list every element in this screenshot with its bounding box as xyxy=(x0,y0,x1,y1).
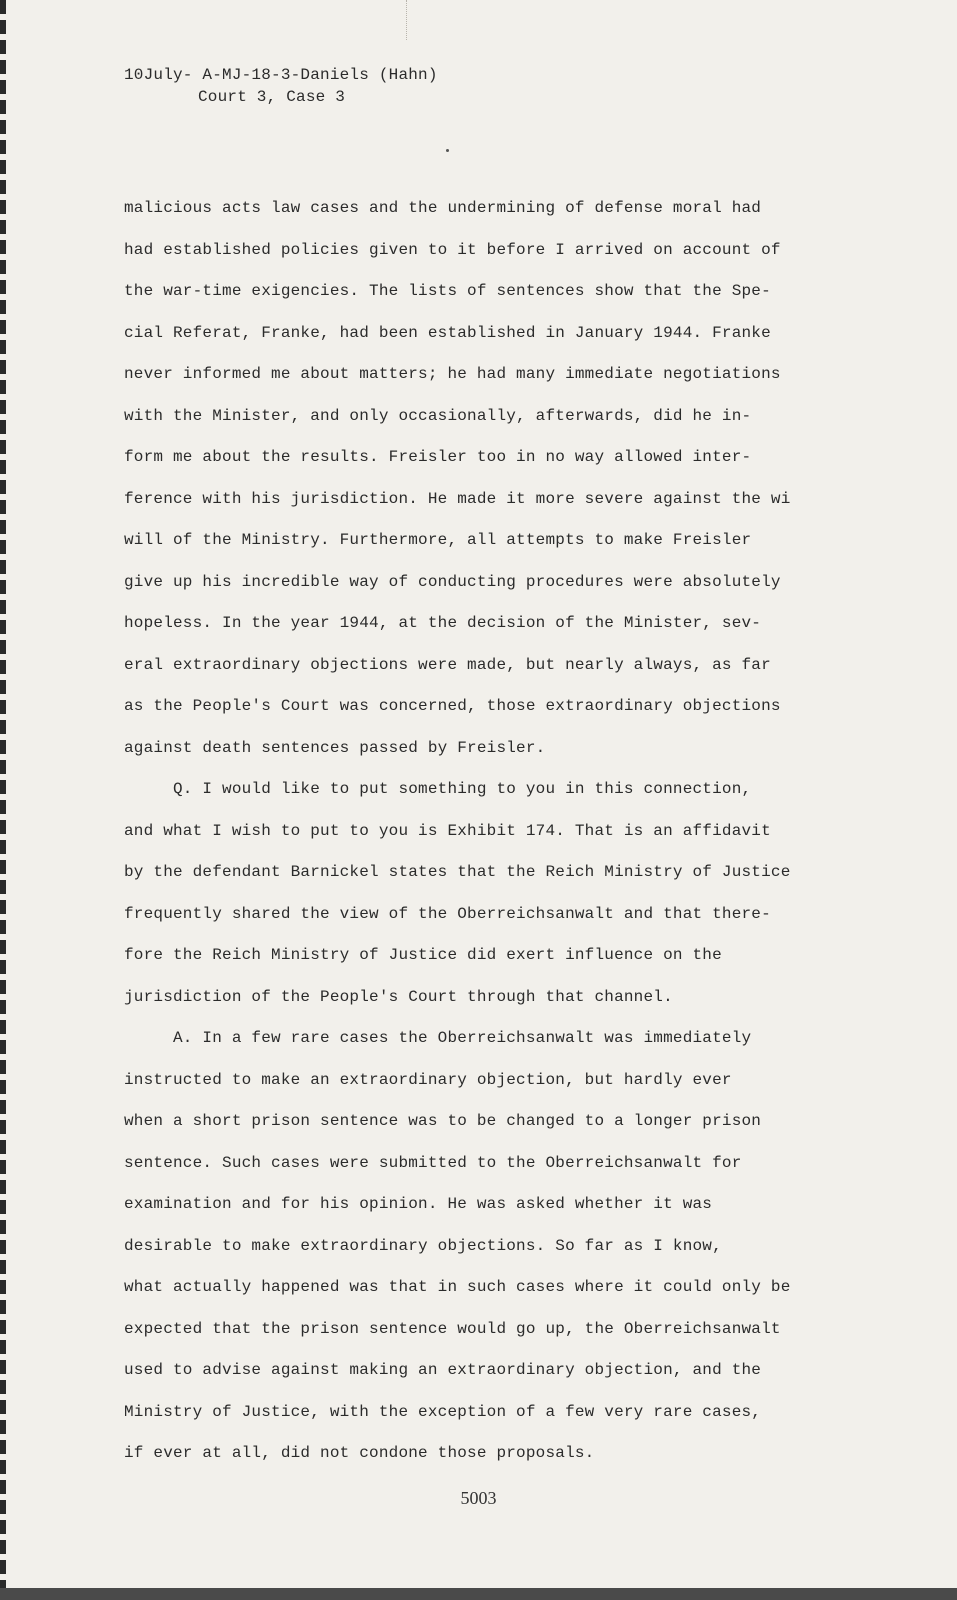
text-line: if ever at all, did not condone those proposals. xyxy=(124,1444,595,1462)
text-line: never informed me about matters; he had many immediate negotiations xyxy=(124,365,781,383)
film-edge xyxy=(0,0,6,1600)
text-line: and what I wish to put to you is Exhibit 174. That is an affidavit xyxy=(124,821,771,840)
text-line: by the defendant Barnickel states that the Reich Ministry of Justice xyxy=(124,863,791,881)
text-line: Ministry of Justice, with the exception of a few very rare cases, xyxy=(124,1402,762,1421)
question-line: Q. I would like to put something to you in this connection, xyxy=(124,780,752,798)
ink-dot xyxy=(446,149,449,152)
text-line: what actually happened was that in such cases where it could only be xyxy=(124,1278,791,1296)
text-line: eral extraordinary objections were made, but nearly always, as far xyxy=(124,655,771,674)
text-line: malicious acts law cases and the undermining of defense moral had xyxy=(124,199,762,217)
film-bottom-edge xyxy=(0,1588,957,1600)
text-line: instructed to make an extraordinary objection, but hardly ever xyxy=(124,1070,732,1089)
text-line: form me about the results. Freisler too in no way allowed inter- xyxy=(124,448,752,466)
text-line: will of the Ministry. Furthermore, all attempts to make Freisler xyxy=(124,531,752,549)
text-line: frequently shared the view of the Oberreichsanwalt and that there- xyxy=(124,904,771,923)
text-line: the war-time exigencies. The lists of sentences show that the Spe- xyxy=(124,282,771,300)
text-line: jurisdiction of the People's Court through that channel. xyxy=(124,987,673,1006)
text-line: as the People's Court was concerned, those extraordinary objections xyxy=(124,697,781,715)
header-reference: 10July- A-MJ-18-3-Daniels (Hahn) xyxy=(124,66,438,84)
text-line: hopeless. In the year 1944, at the decision of the Minister, sev- xyxy=(124,614,762,632)
text-line: cial Referat, Franke, had been established in January 1944. Franke xyxy=(124,323,771,342)
document-header xyxy=(124,64,438,108)
page-number: 5003 xyxy=(460,1488,497,1508)
text-line: against death sentences passed by Freisler. xyxy=(124,738,546,757)
text-line: desirable to make extraordinary objections. So far as I know, xyxy=(124,1236,722,1255)
text-line: with the Minister, and only occasionally, afterwards, did he in- xyxy=(124,406,752,425)
text-line: when a short prison sentence was to be changed to a longer prison xyxy=(124,1112,762,1130)
answer-line: A. In a few rare cases the Oberreichsanwalt was immediately xyxy=(124,1029,752,1047)
text-line: give up his incredible way of conducting procedures were absolutely xyxy=(124,572,781,591)
text-line: had established policies given to it before I arrived on account of xyxy=(124,240,781,259)
text-line: ference with his jurisdiction. He made it more severe against the wi xyxy=(124,489,791,508)
fold-mark xyxy=(406,0,407,40)
header-court-case: Court 3, Case 3 xyxy=(198,88,346,106)
transcript-body xyxy=(124,188,791,1475)
text-line: examination and for his opinion. He was asked whether it was xyxy=(124,1195,713,1213)
text-line: fore the Reich Ministry of Justice did exert influence on the xyxy=(124,946,722,964)
text-line: sentence. Such cases were submitted to the Oberreichsanwalt for xyxy=(124,1153,742,1172)
text-line: expected that the prison sentence would go up, the Oberreichsanwalt xyxy=(124,1319,781,1338)
text-line: used to advise against making an extraordinary objection, and the xyxy=(124,1361,762,1379)
